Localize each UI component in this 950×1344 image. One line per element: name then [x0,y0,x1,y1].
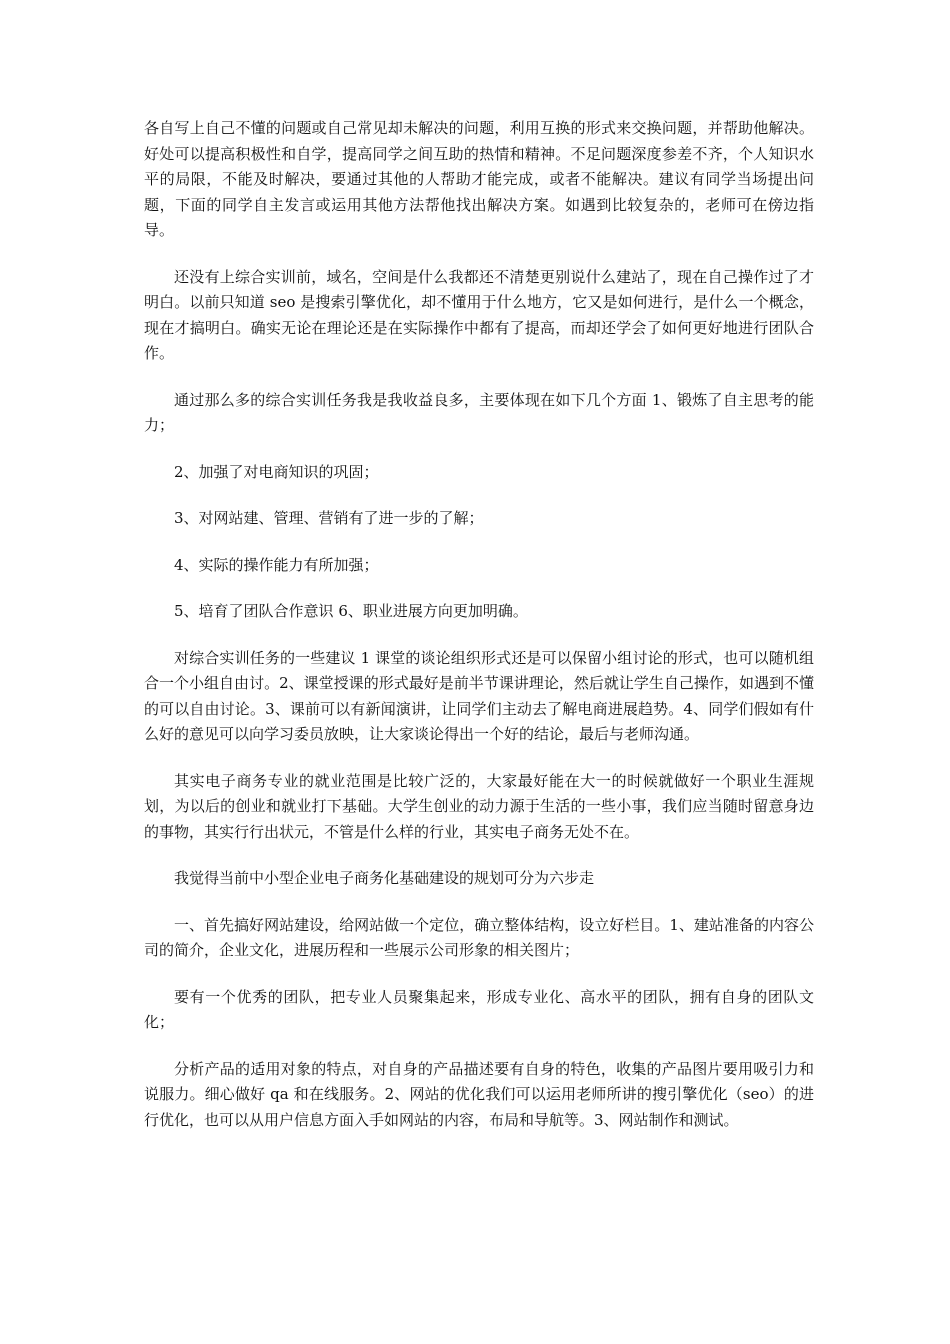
paragraph-1: 各自写上自己不懂的问题或自己常见却未解决的问题，利用互换的形式来交换问题，并帮助他解决。好处可以提高积极性和自学，提高同学之间互助的热情和精神。不足问题深度参差不齐，个人知识水平的局限，不能及时解决，要通过其他的人帮助才能完成，或者不能解决。建议有同学当场提出问题，下面的同学自主发言或运用其他方法帮他找出解决方案。如遇到比较复杂的，老师可在傍边指导。 [144,119,814,239]
paragraph-3: 通过那么多的综合实训任务我是我收益良多，主要体现在如下几个方面 1、锻炼了自主思考的能力； [144,390,814,434]
paragraph-11: 一、首先搞好网站建设，给网站做一个定位，确立整体结构，设立好栏目。1、建站准备的内容公司的简介，企业文化，进展历程和一些展示公司形象的相关图片； [144,915,814,959]
paragraph-7: 5、培育了团队合作意识 6、职业进展方向更加明确。 [174,602,528,620]
paragraph-2: 还没有上综合实训前，域名，空间是什么我都还不清楚更别说什么建站了，现在自己操作过了才明白。以前只知道 seo 是搜索引擎优化，却不懂用于什么地方，它又是如何进行，是什么一个概念，现在才搞明白。确实无论在理论还是在实际操作中都有了提高，而却还学会了如何更好地进行团队合作。 [144,267,814,362]
paragraph-10: 我觉得当前中小型企业电子商务化基础建设的规划可分为六步走 [174,869,595,887]
paragraph-6: 4、实际的操作能力有所加强； [174,555,379,574]
paragraph-12: 要有一个优秀的团队，把专业人员聚集起来，形成专业化、高水平的团队，拥有自身的团队文化； [144,987,814,1031]
document-body [144,116,814,1154]
paragraph-9: 其实电子商务专业的就业范围是比较广泛的，大家最好能在大一的时候就做好一个职业生涯规划，为以后的创业和就业打下基础。大学生创业的动力源于生活的一些小事，我们应当随时留意身边的事物，其实行行出状元，不管是什么样的行业，其实电子商务无处不在。 [144,771,814,841]
paragraph-8: 对综合实训任务的一些建议 1 课堂的谈论组织形式还是可以保留小组讨论的形式，也可以随机组合一个小组自由讨。2、课堂授课的形式最好是前半节课讲理论，然后就让学生自己操作，如遇到不懂的可以自由讨论。3、课前可以有新闻演讲，让同学们主动去了解电商进展趋势。4、同学们假如有什么好的意见可以向学习委员放映，让大家谈论得出一个好的结论，最后与老师沟通。 [144,648,814,743]
paragraph-5: 3、对网站建、管理、营销有了进一步的了解； [174,509,484,527]
paragraph-4: 2、加强了对电商知识的巩固； [174,462,379,481]
paragraph-13: 分析产品的适用对象的特点，对自身的产品描述要有自身的特色，收集的产品图片要用吸引力和说服力。细心做好 qa 和在线服务。2、网站的优化我们可以运用老师所讲的搜引擎优化（seo）的进行优化，也可以从用户信息方面入手如网站的内容，布局和导航等。3、网站制作和测试。 [144,1059,814,1129]
